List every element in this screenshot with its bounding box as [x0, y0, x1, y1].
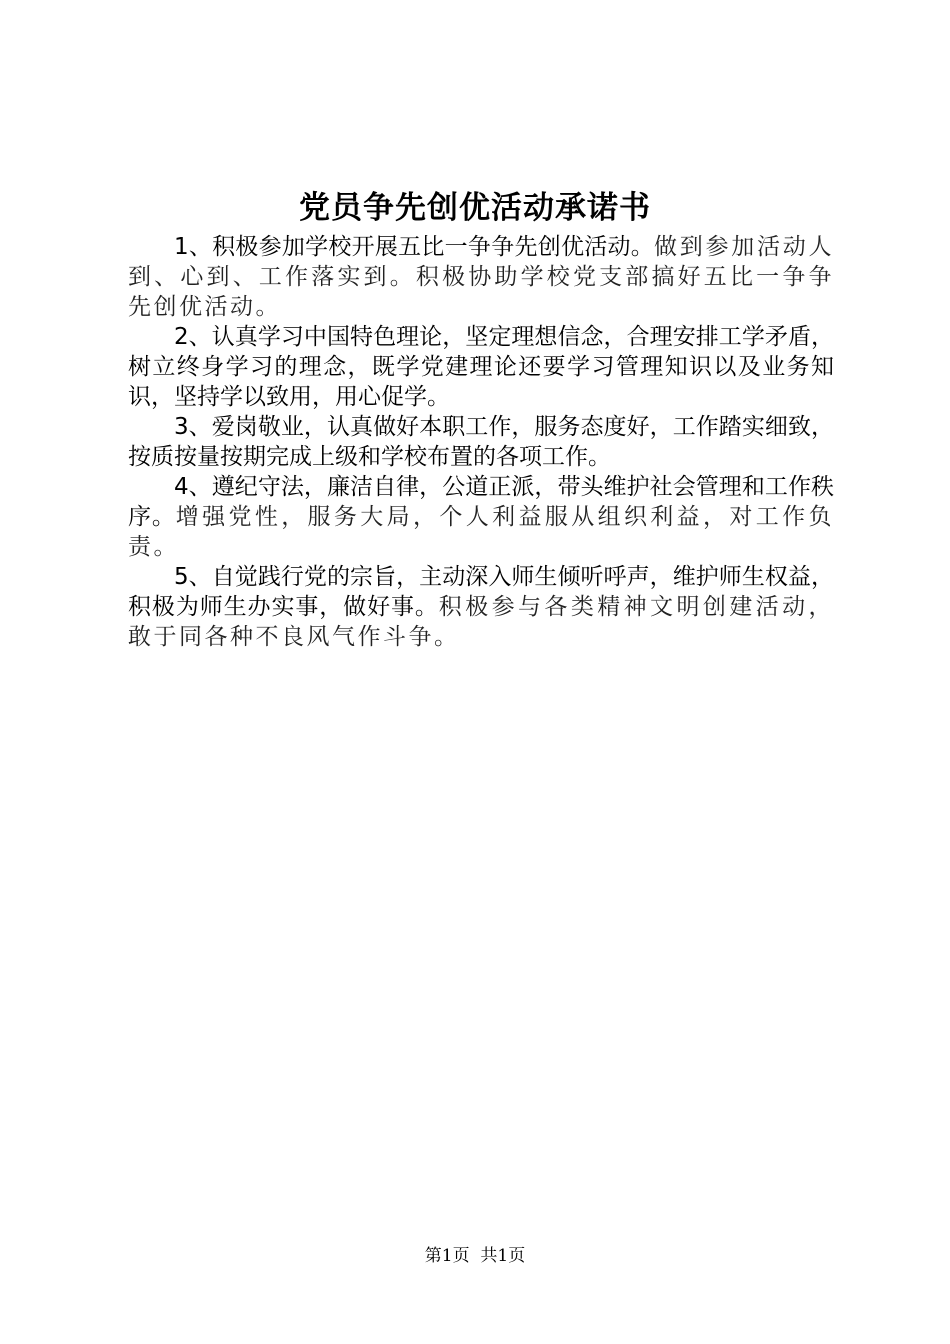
paragraph-4-strong: 4、遵纪守法，廉洁自律，公道正派，带头维护社会管理和工作秩序。: [128, 474, 834, 530]
document-title: 党员争先创优活动承诺书: [299, 190, 651, 226]
paragraph-4: [128, 472, 834, 562]
page-number: 第1页: [424, 1246, 470, 1266]
paragraph-5-strong: 5、自觉践行党的宗旨，主动深入师生倾听呼声，维护师生权益，积极为师生办实事，做好事。: [128, 564, 834, 620]
page-footer: [0, 1244, 950, 1268]
paragraph-1: [128, 232, 834, 322]
paragraph-2-strong: 2、认真学习中国特色理论，坚定理想信念，合理安排工学矛盾，树立终身学习的理念，既学党建理论还要学习管理知识以及业务知识，坚持学以致用，用心促学。: [128, 324, 834, 410]
paragraph-1-strong: 1、积极参加学校开展五比一争争先创优活动。: [174, 234, 654, 260]
paragraph-5: [128, 562, 834, 652]
page-total: 共1页: [480, 1246, 526, 1266]
document-body: [128, 232, 834, 652]
paragraph-1-light: 做到参加活动人到、心到、工作落实到。积极协助学校党支部搞好五比一争争先创优活动。: [128, 234, 834, 320]
paragraph-5-light: 积极参与各类精神文明创建活动，敢于同各种不良风气作斗争。: [128, 594, 835, 650]
paragraph-3-strong: 3、爱岗敬业，认真做好本职工作，服务态度好，工作踏实细致，按质按量按期完成上级和学校布置的各项工作。: [128, 414, 834, 470]
paragraph-3: [128, 412, 834, 472]
paragraph-4-light: 增强党性，服务大局，个人利益服从组织利益，对工作负责。: [128, 504, 835, 560]
paragraph-2: [128, 322, 834, 412]
